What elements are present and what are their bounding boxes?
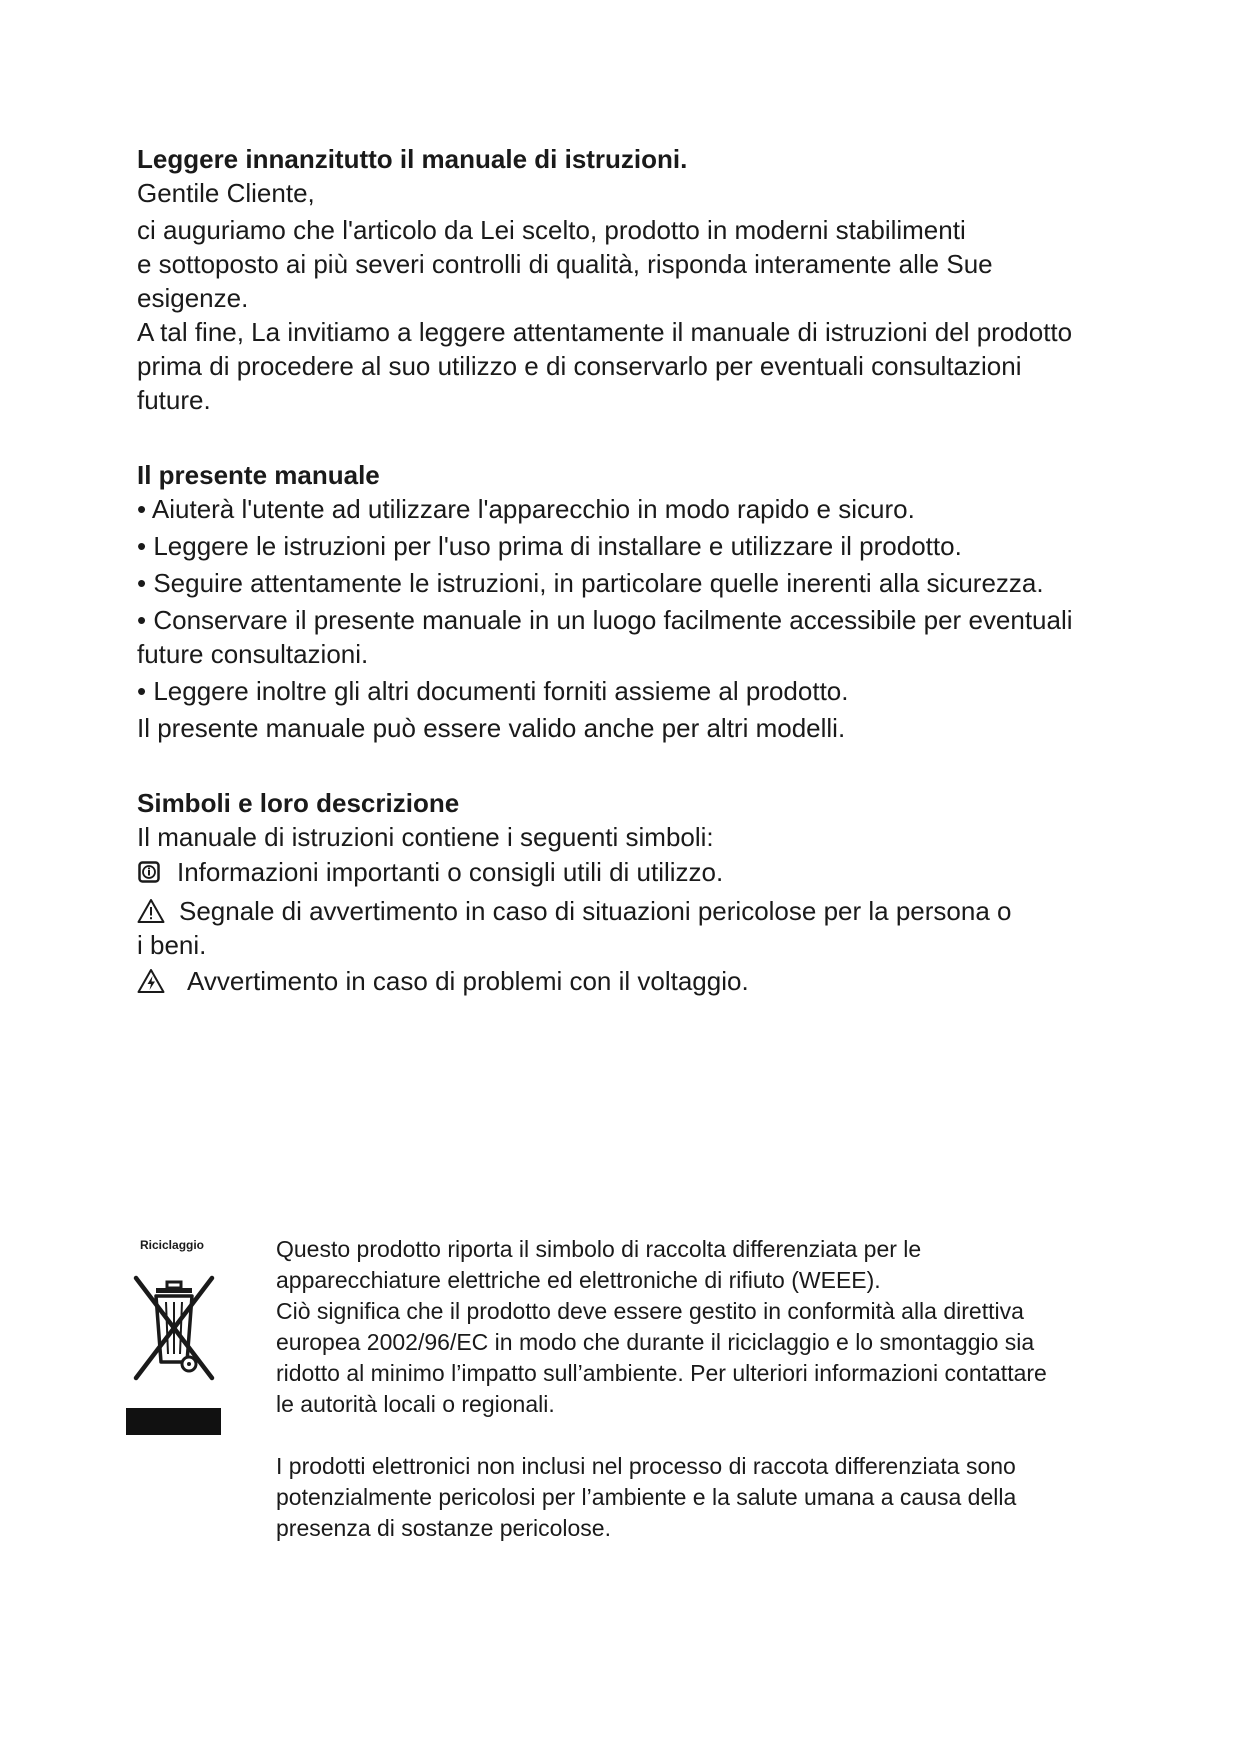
symbol-warning-row (137, 895, 1137, 927)
intro-line: e sottoposto ai più severi controlli di qualità, risponda interamente alle Sue (137, 249, 993, 279)
recycling-line: le autorità locali o regionali. (276, 1391, 555, 1417)
manual-note: Il presente manuale può essere valido anche per altri modelli. (137, 713, 846, 743)
intro-title: Leggere innanzitutto il manuale di istruzioni. (137, 144, 688, 174)
paragraph-spacer (276, 1420, 1156, 1451)
intro-line: esigenze. (137, 283, 249, 313)
manual-bullet: • Seguire attentamente le istruzioni, in particolare quelle inerenti alla sicurezza. (137, 568, 1044, 598)
warning-triangle-icon (137, 898, 165, 924)
symbol-info-text: Informazioni importanti o consigli utili di utilizzo. (177, 857, 724, 887)
recycling-text (276, 1234, 1156, 1544)
recycling-line: presenza di sostanze pericolose. (276, 1515, 611, 1541)
manual-bullet: • Leggere inoltre gli altri documenti forniti assieme al prodotto. (137, 676, 849, 706)
symbols-title: Simboli e loro descrizione (137, 788, 460, 818)
recycling-line: apparecchiature elettriche ed elettroniche di rifiuto (WEEE). (276, 1267, 881, 1293)
intro-line: Gentile Cliente, (137, 178, 315, 208)
weee-bar (126, 1408, 221, 1435)
manual-bullet: • Aiuterà l'utente ad utilizzare l'apparecchio in modo rapido e sicuro. (137, 494, 915, 524)
manual-bullet: • Leggere le istruzioni per l'uso prima di installare e utilizzare il prodotto. (137, 531, 962, 561)
manual-bullet: future consultazioni. (137, 639, 369, 669)
intro-line: A tal fine, La invitiamo a leggere attentamente il manuale di istruzioni del prodotto (137, 317, 1073, 347)
intro-line: prima di procedere al suo utilizzo e di conservarlo per eventuali consultazioni (137, 351, 1022, 381)
manual-title: Il presente manuale (137, 460, 380, 490)
intro-section (137, 143, 1137, 416)
intro-line: future. (137, 385, 211, 415)
symbol-warning-text-cont: i beni. (137, 930, 207, 960)
manual-section (137, 459, 1137, 744)
manual-bullet: • Conservare il presente manuale in un luogo facilmente accessibile per eventuali (137, 605, 1073, 635)
recycling-line: ridotto al minimo l’impatto sull’ambiente. Per ulteriori informazioni contattare (276, 1360, 1047, 1386)
symbol-warning-text: Segnale di avvertimento in caso di situazioni pericolose per la persona o (179, 896, 1012, 926)
recycling-line: Questo prodotto riporta il simbolo di raccolta differenziata per le (276, 1236, 922, 1262)
recycling-line: europea 2002/96/EC in modo che durante il riciclaggio e lo smontaggio sia (276, 1329, 1035, 1355)
recycling-line: I prodotti elettronici non inclusi nel processo di raccota differenziata sono (276, 1453, 1016, 1479)
recycling-line: potenzialmente pericolosi per l’ambiente e la salute umana a causa della (276, 1484, 1017, 1510)
intro-line: ci auguriamo che l'articolo da Lei scelto, prodotto in moderni stabilimenti (137, 215, 966, 245)
info-icon (138, 861, 160, 883)
symbols-intro: Il manuale di istruzioni contiene i seguenti simboli: (137, 822, 714, 852)
symbols-section (137, 787, 1137, 997)
symbol-info-row (137, 856, 1137, 888)
symbol-voltage-row (137, 965, 1137, 997)
symbol-voltage-text: Avvertimento in caso di problemi con il voltaggio. (187, 966, 749, 996)
weee-crossed-bin-icon (126, 1266, 222, 1386)
recycling-label: Riciclaggio (140, 1238, 205, 1252)
electrical-hazard-icon (137, 968, 165, 994)
recycling-line: Ciò significa che il prodotto deve essere gestito in conformità alla direttiva (276, 1298, 1024, 1324)
